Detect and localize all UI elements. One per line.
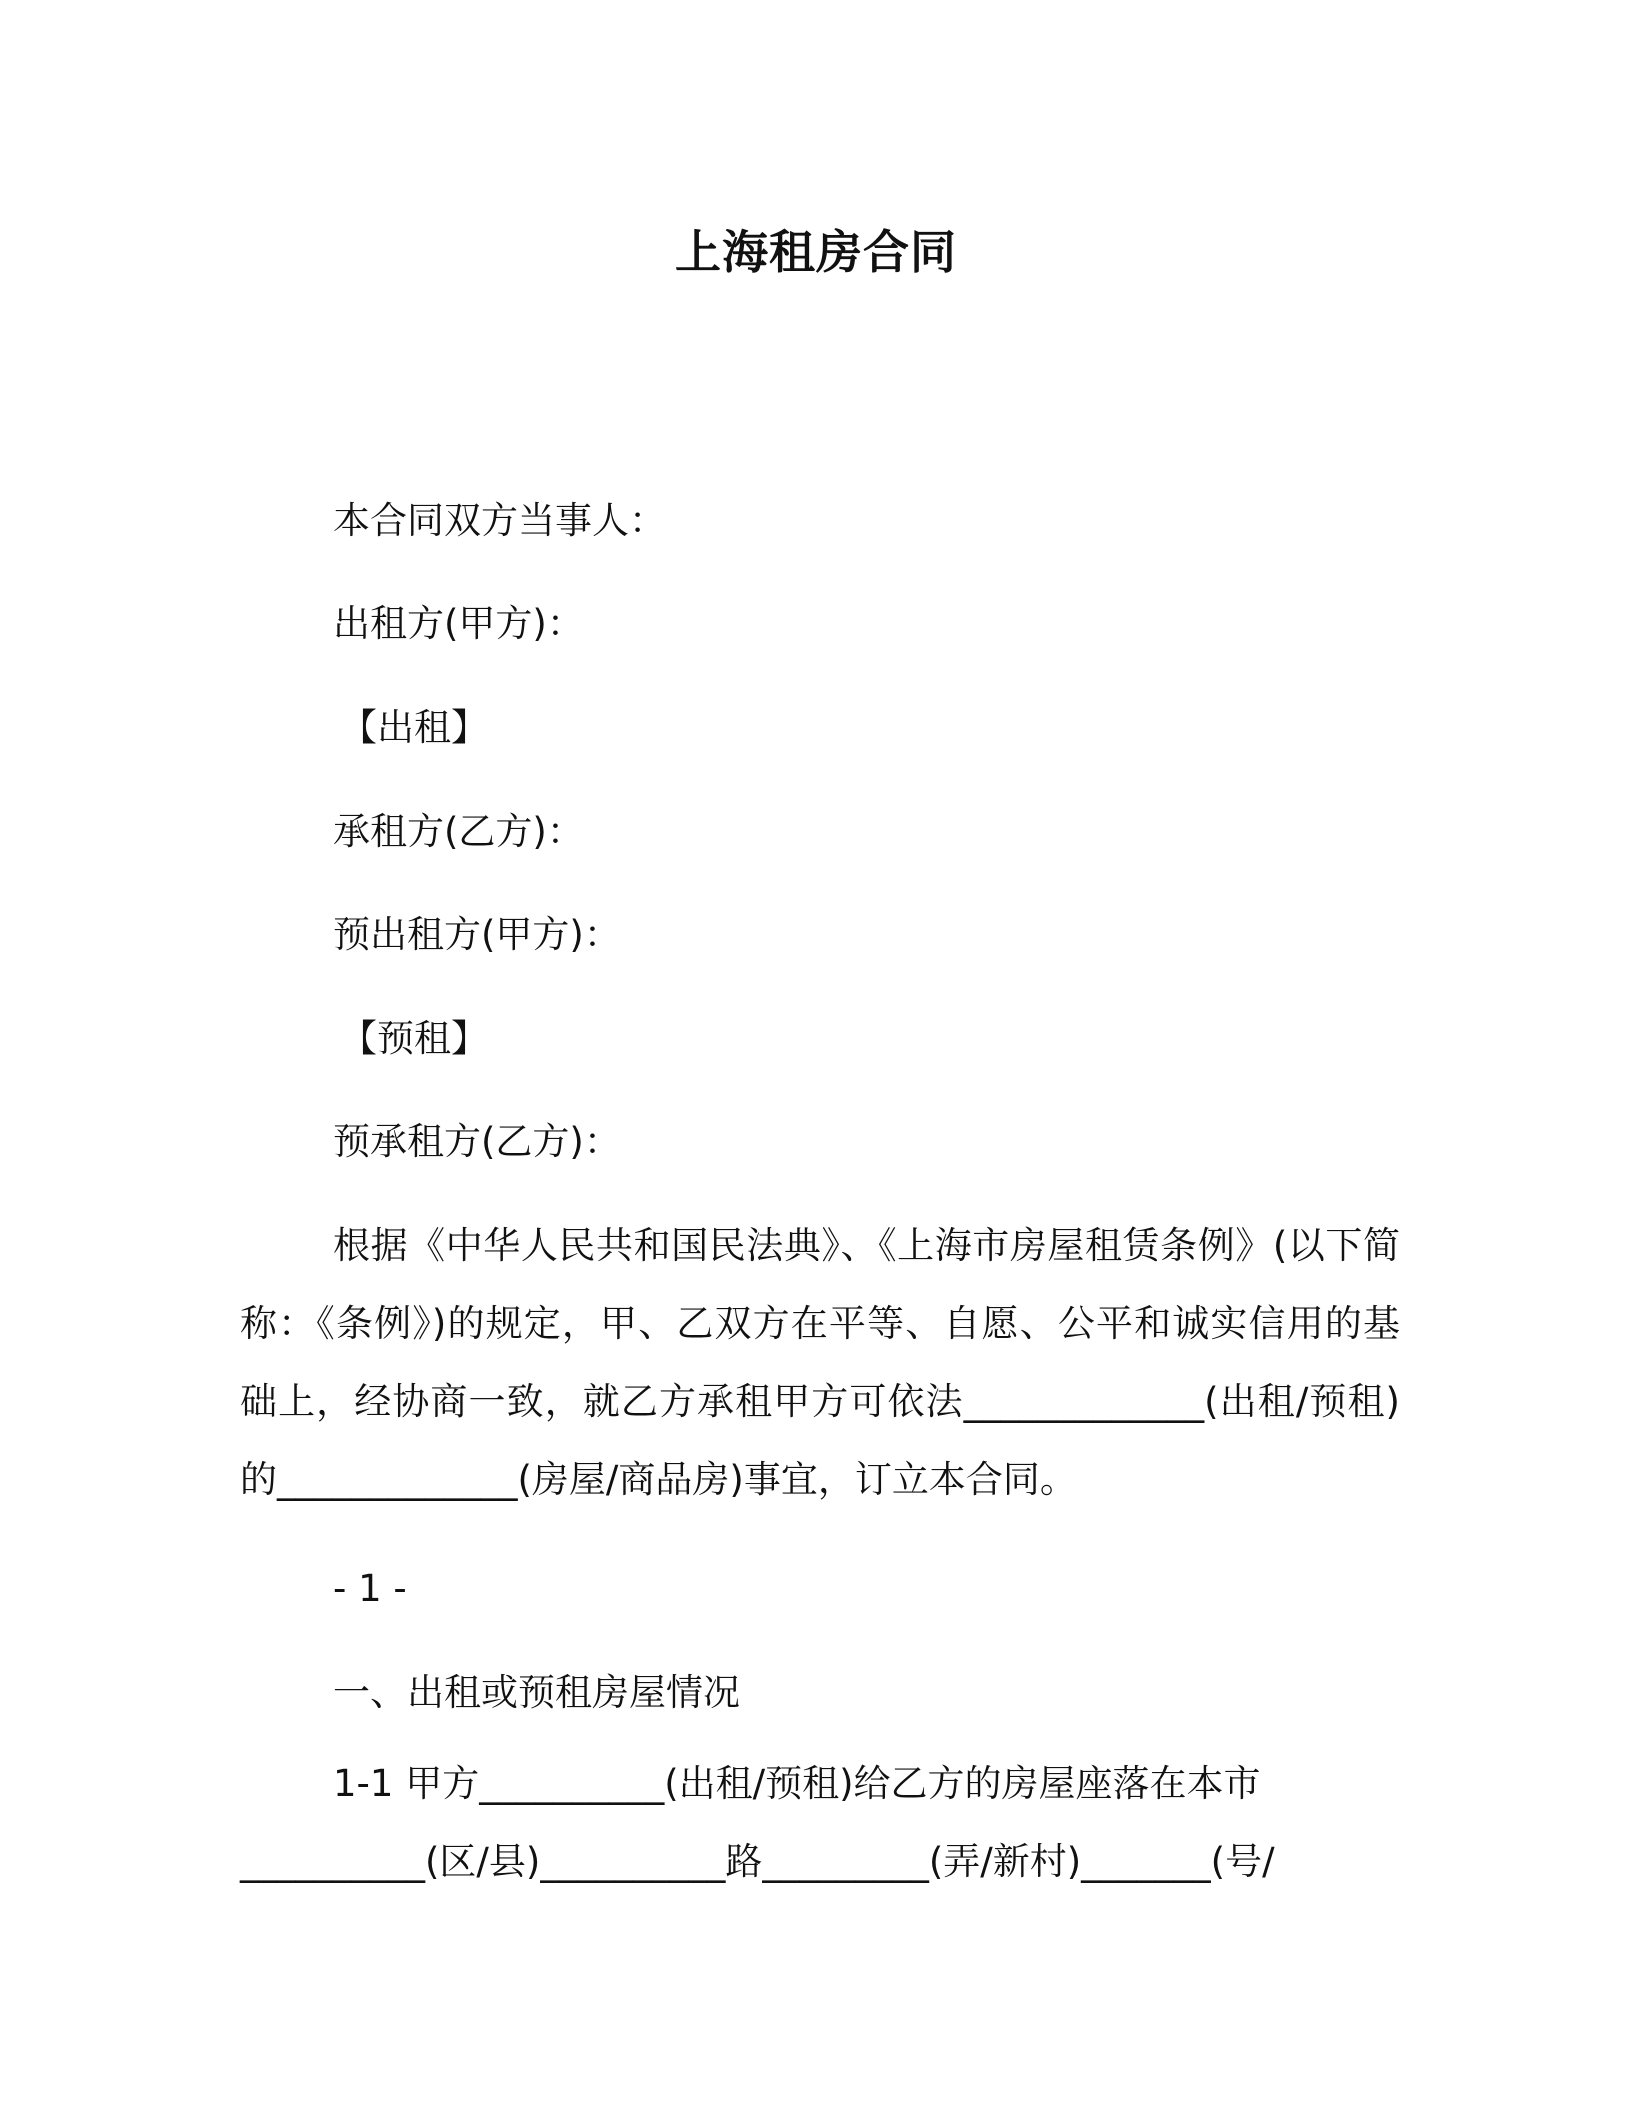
document-title: 上海租房合同 — [675, 225, 957, 279]
pre-lessor-label: 预出租方(甲方)： — [333, 913, 621, 956]
clause-1-1: 1-1 甲方__________(出租/预租)给乙方的房屋座落在本市__________(区/县)__________路_________(弄/新村)_______(号/ — [240, 1762, 1275, 1883]
parties-heading: 本合同双方当事人： — [333, 499, 666, 542]
section-1-heading: 一、出租或预租房屋情况 — [333, 1671, 740, 1714]
lessor-label: 出租方(甲方)： — [333, 602, 584, 645]
lessor-bracket: 【出租】 — [340, 706, 488, 749]
intro-paragraph: 根据《中华人民共和国民法典》、《上海市房屋租赁条例》(以下简称：《条例》)的规定，甲、乙双方在平等、自愿、公平和诚实信用的基础上，经协商一致，就乙方承租甲方可依法_____________(出租/预租)的_____________(房屋/商品房)事宜，订立本合同。 — [240, 1224, 1400, 1501]
lessee-label: 承租方(乙方)： — [333, 810, 584, 853]
page-number: - 1 - — [333, 1567, 407, 1610]
pre-bracket: 【预租】 — [340, 1017, 488, 1060]
pre-lessee-label: 预承租方(乙方)： — [333, 1120, 621, 1163]
